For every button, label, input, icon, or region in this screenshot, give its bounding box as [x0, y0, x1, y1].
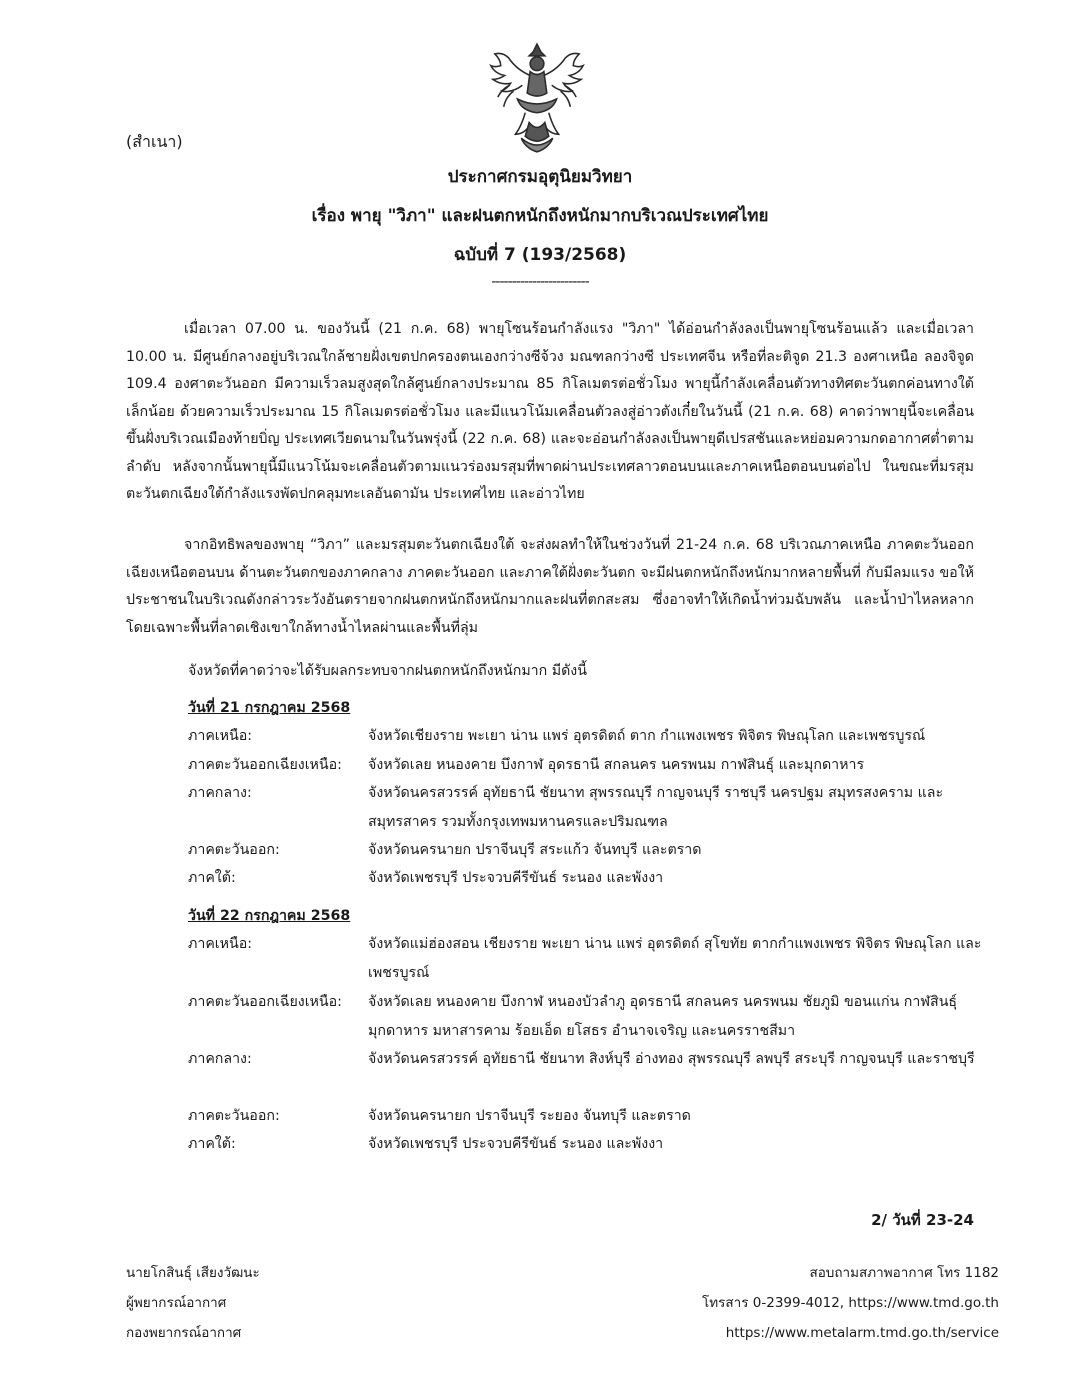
service-url-text: https://www.metalarm.tmd.go.th/service: [725, 1325, 999, 1341]
contact-block: [702, 1258, 999, 1348]
region-name: ภาคตะวันออก:: [188, 1108, 280, 1124]
signer-name: นายโกสินธุ์ เสียงวัฒนะ: [126, 1265, 260, 1281]
region-name: ภาคกลาง:: [188, 785, 252, 801]
signer-role: ผู้พยากรณ์อากาศ: [126, 1295, 227, 1311]
subject-line: เรื่อง พายุ "วิภา" และฝนตกหนักถึงหนักมากบริเวณประเทศไทย: [311, 206, 769, 226]
paragraph-impact: จากอิทธิพลของพายุ “วิภา” และมรสุมตะวันตกเฉียงใต้ จะส่งผลทำให้ในช่วงวันที่ 21-24 ก.ค. 68 บริเวณภาคเหนือ ภาคตะวันออกเฉียงเหนือตอนบน ด้านตะวันตกของภาคกลาง ภาคตะวันออก และภาคใต้ฝั่งตะวันตก จะมีฝนตกหนักถึงหนักมากหลายพื้นที่ กับมีลมแรง ขอให้ประชาชนในบริเวณดังกล่าวระวังอันตรายจากฝนตกหนักถึงหนักมากและฝนที่ตกสะสม ซึ่งอาจทำให้เกิดน้ำท่วมฉับพลัน และน้ำป่าไหลหลาก โดยเฉพาะพื้นที่ลาดเชิงเขาใกล้ทางน้ำไหลผ่านและพื้นที่ลุ่ม: [126, 537, 974, 636]
signer-division: กองพยากรณ์อากาศ: [126, 1325, 242, 1341]
region-provinces: จังหวัดเลย หนองคาย บึงกาฬ อุดรธานี สกลนคร นครพนม กาฬสินธุ์ และมุกดาหาร: [368, 757, 865, 773]
region-provinces: จังหวัดเพชรบุรี ประจวบคีรีขันธ์ ระนอง และพังงา: [368, 1136, 664, 1152]
copy-label: (สำเนา): [126, 132, 183, 151]
region-provinces: จังหวัดเลย หนองคาย บึงกาฬ หนองบัวลำภู อุดรธานี สกลนคร นครพนม ชัยภูมิ ขอนแก่น กาฬสินธุ์ มุกดาหาร มหาสารคาม ร้อยเอ็ด ยโสธร อำนาจเจริญ และนครราชสีมา: [368, 994, 958, 1039]
continued-note: 2/ วันที่ 23-24: [871, 1211, 974, 1229]
paragraph-storm-status: เมื่อเวลา 07.00 น. ของวันนี้ (21 ก.ค. 68) พายุโซนร้อนกำลังแรง "วิภา" ได้อ่อนกำลังลงเป็นพายุโซนร้อนแล้ว และเมื่อเวลา 10.00 น. มีศูนย์กลางอยู่บริเวณใกล้ชายฝั่งเขตปกครองตนเองกว่างซีจ้วง มณฑลกว่างซี ประเทศจีน หรือที่ละติจูด 21.3 องศาเหนือ ลองจิจูด 109.4 องศาตะวันออก มีความเร็วลมสูงสุดใกล้ศูนย์กลางประมาณ 85 กิโลเมตรต่อชั่วโมง พายุนี้กำลังเคลื่อนตัวทางทิศตะวันตกค่อนทางใต้เล็กน้อย ด้วยความเร็วประมาณ 15 กิโลเมตรต่อชั่วโมง และมีแนวโน้มเคลื่อนตัวลงสู่อ่าวตังเกี๋ยในวันนี้ (21 ก.ค. 68) คาดว่าพายุนี้จะเคลื่อนขึ้นฝั่งบริเวณเมืองท้ายบิ่ญ ประเทศเวียดนามในวันพรุ่งนี้ (22 ก.ค. 68) และจะอ่อนกำลังลงเป็นพายุดีเปรสชันและหย่อมความกดอากาศต่ำตามลำดับ หลังจากนั้นพายุนี้มีแนวโน้มจะเคลื่อนตัวตามแนวร่องมรสุมที่พาดผ่านประเทศลาวตอนบนและภาคเหนือตอนบนต่อไป ในขณะที่มรสุมตะวันตกเฉียงใต้กำลังแรงพัดปกคลุมทะเลอันดามัน ประเทศไทย และอ่าวไทย: [126, 321, 974, 502]
garuda-emblem-icon: [488, 40, 586, 158]
page-title: ประกาศกรมอุตุนิยมวิทยา: [447, 167, 633, 187]
region-name: ภาคตะวันออกเฉียงเหนือ:: [188, 994, 342, 1010]
region-provinces: จังหวัดนครสวรรค์ อุทัยธานี ชัยนาท สุพรรณบุรี กาญจนบุรี ราชบุรี นครปฐม สมุทรสงคราม และสมุทรสาคร รวมทั้งกรุงเทพมหานครและปริมณฑล: [368, 785, 944, 830]
region-name: ภาคเหนือ:: [188, 728, 253, 744]
region-name: ภาคเหนือ:: [188, 936, 253, 952]
region-name: ภาคตะวันออก:: [188, 842, 280, 858]
title-divider: ------------------------: [491, 274, 589, 290]
region-provinces: จังหวัดเพชรบุรี ประจวบคีรีขันธ์ ระนอง และพังงา: [368, 870, 664, 886]
region-provinces: จังหวัดนครนายก ปราจีนบุรี ระยอง จันทบุรี และตราด: [368, 1108, 691, 1124]
fax-website-text: โทรสาร 0-2399-4012, https://www.tmd.go.th: [702, 1295, 999, 1311]
region-provinces: จังหวัดนครสวรรค์ อุทัยธานี ชัยนาท สิงห์บุรี อ่างทอง สุพรรณบุรี ลพบุรี สระบุรี กาญจนบุรี และราชบุรี: [368, 1051, 975, 1067]
region-name: ภาคกลาง:: [188, 1051, 252, 1067]
issue-number: ฉบับที่ 7 (193/2568): [453, 245, 627, 265]
region-provinces: จังหวัดนครนายก ปราจีนบุรี สระแก้ว จันทบุรี และตราด: [368, 842, 702, 858]
region-name: ภาคใต้:: [188, 870, 236, 886]
region-provinces: จังหวัดเชียงราย พะเยา น่าน แพร่ อุตรดิตถ์ ตาก กำแพงเพชร พิจิตร พิษณุโลก และเพชรบูรณ์: [368, 728, 926, 744]
hotline-text: สอบถามสภาพอากาศ โทร 1182: [809, 1265, 999, 1281]
date-heading-day-2: วันที่ 22 กรกฎาคม 2568: [188, 908, 351, 924]
region-name: ภาคใต้:: [188, 1136, 236, 1152]
date-heading-day-1: วันที่ 21 กรกฎาคม 2568: [188, 700, 351, 716]
affected-provinces-lead: จังหวัดที่คาดว่าจะได้รับผลกระทบจากฝนตกหนักถึงหนักมาก มีดังนี้: [188, 663, 587, 679]
region-provinces: จังหวัดแม่ฮ่องสอน เชียงราย พะเยา น่าน แพร่ อุตรดิตถ์ สุโขทัย ตากกำแพงเพชร พิจิตร พิษณุโลก และเพชรบูรณ์: [368, 936, 982, 981]
signer-block: [126, 1258, 260, 1348]
region-name: ภาคตะวันออกเฉียงเหนือ:: [188, 757, 342, 773]
